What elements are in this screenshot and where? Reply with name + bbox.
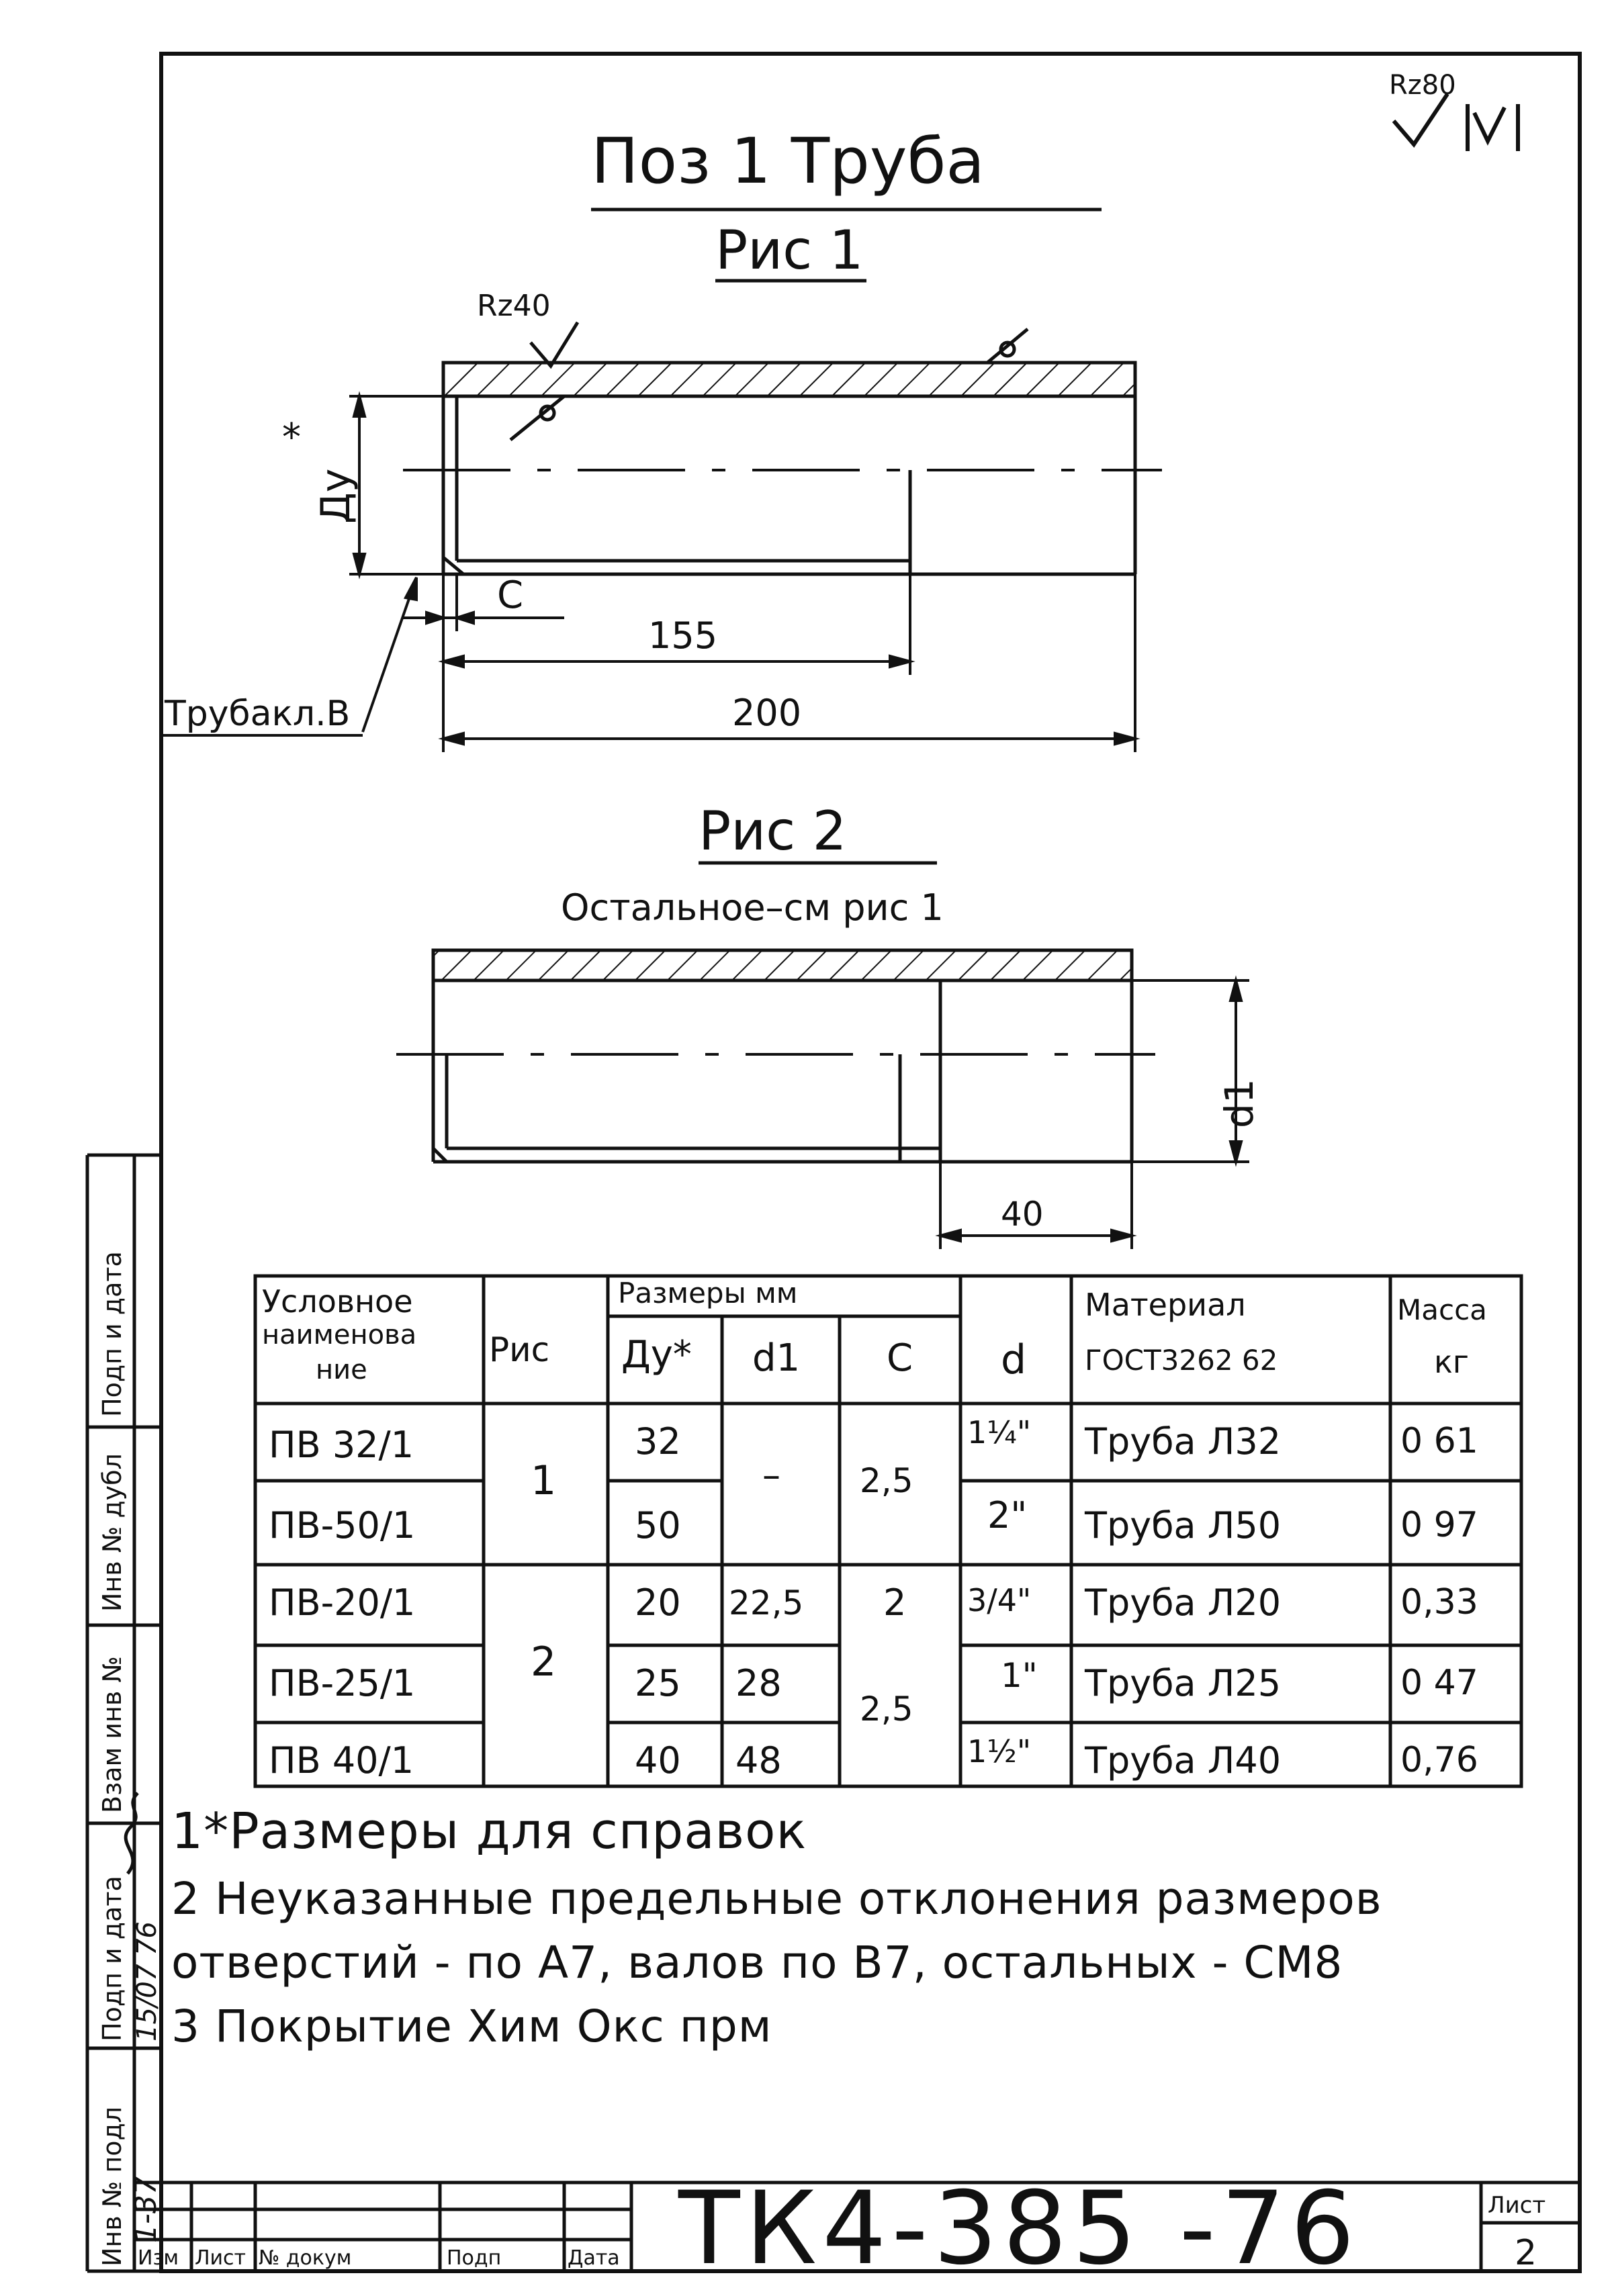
dim-200-label: 200: [732, 692, 802, 734]
fig1-title: Рис 1: [715, 219, 864, 281]
sheet-number: 2: [1515, 2233, 1537, 2273]
th-name-l3: ние: [316, 1354, 367, 1385]
du-label: Ду: [312, 468, 359, 524]
row1-name: ПВ 32/1: [269, 1424, 414, 1466]
group2-fig: 2: [531, 1639, 557, 1686]
chamfer-label: С: [497, 573, 524, 617]
group3-c: 2,5: [860, 1690, 913, 1729]
row5-name: ПВ 40/1: [269, 1739, 414, 1782]
stamp-dup-inv: Инв № дубл: [97, 1453, 127, 1612]
sheet-label: Лист: [1488, 2192, 1546, 2219]
fig2-subtitle: Остальное–см рис 1: [561, 886, 944, 929]
roughness-mark: [1394, 94, 1518, 151]
row3-mass: 0,33: [1400, 1582, 1478, 1622]
th-material-l2: ГОСТ3262 62: [1085, 1344, 1278, 1377]
d1-label: d1: [1216, 1078, 1262, 1128]
rz40-label: Rz40: [477, 289, 551, 323]
du-asterisk: *: [282, 416, 301, 459]
stamp-inv-value: 1-37: [129, 2176, 163, 2243]
stamp-sign-date-value: 15/07 76: [132, 1921, 163, 2041]
du-dimension: [349, 396, 443, 574]
doc-number: ТК4-385 -76: [678, 2170, 1360, 2287]
row1-d: 1¼": [967, 1414, 1032, 1451]
chamfer-dimension: [403, 574, 564, 631]
th-material-l1: Материал: [1085, 1287, 1246, 1323]
group1-fig: 1: [531, 1457, 557, 1504]
th-d1: d1: [752, 1336, 801, 1380]
d1-dimension: [1132, 980, 1249, 1162]
row3-d1: 22,5: [729, 1583, 804, 1622]
th-c: С: [887, 1336, 913, 1380]
dim-155-label: 155: [648, 614, 718, 657]
tb-col-doc: № докум: [259, 2246, 352, 2270]
note-2-cont: отверстий - по А7, валов по В7, остальных - СМ8: [171, 1937, 1343, 1988]
th-name-l2: наименова: [262, 1320, 417, 1350]
group1-d1: –: [762, 1454, 780, 1496]
row2-d: 2": [987, 1494, 1028, 1536]
th-d: d: [1001, 1336, 1027, 1383]
row5-mass: 0,76: [1400, 1740, 1478, 1780]
part-title: Поз 1 Труба: [591, 125, 985, 198]
note-3: 3 Покрытие Хим Окс прм: [171, 2001, 772, 2052]
fig2-title: Рис 2: [699, 800, 847, 862]
leader-label: Трубакл.В: [165, 694, 351, 734]
dim-40-label: 40: [1001, 1195, 1044, 1234]
row3-material: Труба Л20: [1085, 1581, 1282, 1624]
stamp-replace-inv: Взам инв №: [97, 1656, 127, 1813]
roughness-label: Rz80: [1389, 70, 1456, 101]
stamp-sign-date-1: Подп и дата: [97, 1251, 127, 1417]
th-name-l1: Условное: [262, 1283, 413, 1320]
row2-du: 50: [635, 1504, 681, 1547]
th-mass-l1: Масса: [1397, 1293, 1487, 1326]
note-1: 1*Размеры для справок: [171, 1802, 807, 1860]
row1-mass: 0 61: [1400, 1421, 1478, 1461]
row1-du: 32: [635, 1420, 681, 1463]
stamp-sign-date-2: Подп и дата: [97, 1876, 127, 2041]
stamp-orig-inv: Инв № подл: [97, 2106, 127, 2266]
note-2: 2 Неуказанные предельные отклонения размеров: [171, 1873, 1382, 1925]
row4-material: Труба Л25: [1085, 1662, 1282, 1704]
row5-material: Труба Л40: [1085, 1739, 1282, 1782]
row2-material: Труба Л50: [1085, 1504, 1282, 1547]
row1-material: Труба Л32: [1085, 1420, 1282, 1463]
th-fig: Рис: [489, 1330, 550, 1369]
th-du: Ду*: [621, 1333, 692, 1377]
row2-name: ПВ-50/1: [269, 1504, 416, 1547]
th-mass-l2: кг: [1434, 1344, 1469, 1380]
fig1-pipe: [403, 363, 1162, 574]
row5-d: 1½": [967, 1733, 1032, 1770]
row2-mass: 0 97: [1400, 1505, 1478, 1545]
row3-d: 3/4": [967, 1582, 1032, 1618]
row4-d: 1": [1001, 1656, 1038, 1695]
row3-name: ПВ-20/1: [269, 1581, 416, 1624]
row3-du: 20: [635, 1581, 681, 1624]
row5-du: 40: [635, 1739, 681, 1782]
tb-col-sign: Подп: [447, 2246, 502, 2270]
row3-c: 2: [883, 1581, 907, 1624]
row4-d1: 28: [735, 1662, 782, 1704]
th-sizes: Размеры мм: [618, 1277, 798, 1310]
row4-mass: 0 47: [1400, 1663, 1478, 1703]
tb-col-izm: Изм: [138, 2246, 179, 2270]
tb-col-list: Лист: [195, 2246, 247, 2270]
group1-c: 2,5: [860, 1461, 913, 1500]
row5-d1: 48: [735, 1739, 782, 1782]
row4-du: 25: [635, 1662, 681, 1704]
tb-col-date: Дата: [568, 2246, 620, 2270]
fig2-pipe: [396, 950, 1155, 1162]
row4-name: ПВ-25/1: [269, 1662, 416, 1704]
